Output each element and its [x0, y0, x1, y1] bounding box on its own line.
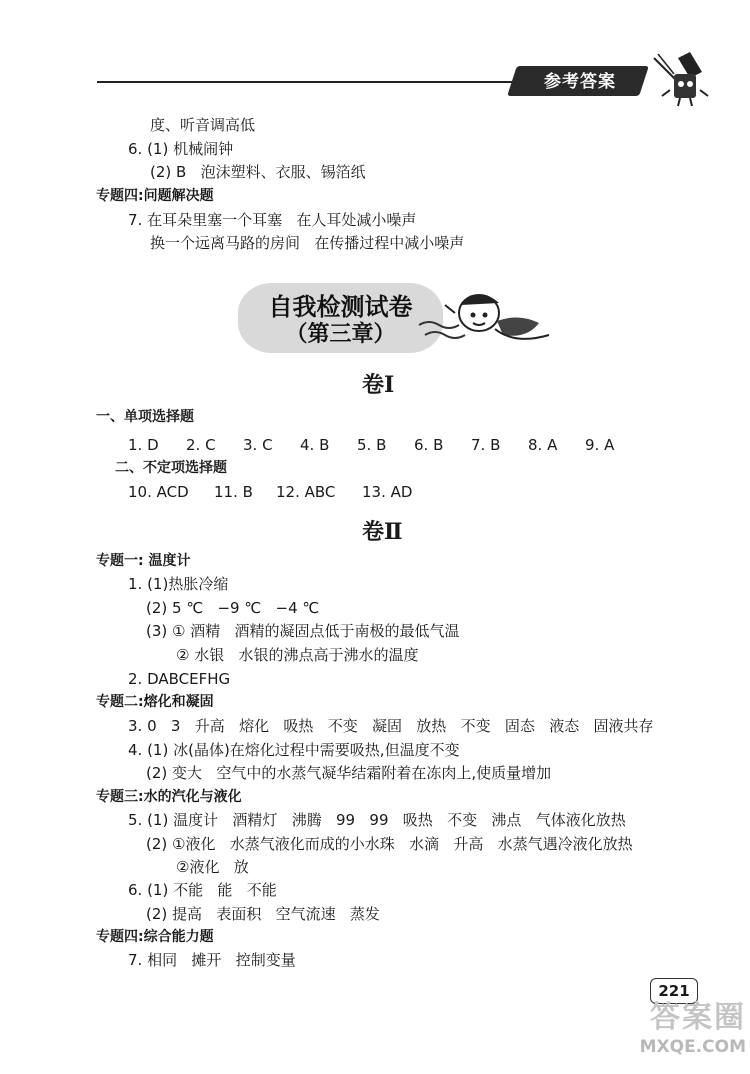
mc-answer: 12. ABC [276, 483, 336, 501]
section-heading: 专题三:水的汽化与液化 [96, 789, 242, 805]
test-title: 自我检测试卷 [268, 293, 413, 321]
mc-answer: 3. C [243, 436, 273, 454]
header-rule [97, 81, 517, 83]
mc-answer: 4. B [300, 436, 330, 454]
answer-line: ②液化 放 [176, 858, 249, 876]
answer-line: 6. (1) 不能 能 不能 [128, 881, 277, 899]
answer-line: (2) B 泡沫塑料、衣服、锡箔纸 [150, 163, 366, 181]
watermark [618, 1000, 746, 1070]
section-heading: 专题二:熔化和凝固 [96, 694, 214, 710]
page-number: 221 [650, 978, 698, 1004]
section-heading: 专题四:综合能力题 [96, 929, 214, 945]
mc-answer: 11. B [214, 483, 253, 501]
test-chapter: （第三章） [285, 322, 396, 347]
answer-line: (2) 提高 表面积 空气流速 蒸发 [146, 905, 380, 923]
watermark-url: MXQE.COM [639, 1037, 746, 1057]
mc-answer: 7. B [471, 436, 501, 454]
swimmer-cartoon-icon [415, 283, 555, 351]
mc-answer: 8. A [528, 436, 558, 454]
test-title-banner [238, 283, 443, 353]
answer-line: 7. 在耳朵里塞一个耳塞 在人耳处减小噪声 [128, 211, 417, 229]
answer-line: ② 水银 水银的沸点高于沸水的温度 [176, 646, 419, 664]
answer-line: 4. (1) 冰(晶体)在熔化过程中需要吸热,但温度不变 [128, 741, 460, 759]
answer-line: (2) 变大 空气中的水蒸气凝华结霜附着在冻肉上,使质量增加 [146, 764, 552, 782]
section-heading: 二、不定项选择题 [115, 460, 227, 476]
mc-answer: 9. A [585, 436, 615, 454]
header-title: 参考答案 [544, 72, 616, 92]
volume-1-title: 卷Ⅰ [362, 372, 395, 398]
answer-line: 7. 相同 摊开 控制变量 [128, 951, 296, 969]
answer-line: (3) ① 酒精 酒精的凝固点低于南极的最低气温 [146, 622, 460, 640]
mc-answer: 6. B [414, 436, 444, 454]
answer-line: 5. (1) 温度计 酒精灯 沸腾 99 99 吸热 不变 沸点 气体液化放热 [128, 811, 626, 829]
answer-line: 3. 0 3 升高 熔化 吸热 不变 凝固 放热 不变 固态 液态 固液共存 [128, 717, 654, 735]
mc-answer: 5. B [357, 436, 387, 454]
answer-line: 2. DABCEFHG [128, 670, 231, 688]
section-heading: 专题一: 温度计 [96, 553, 191, 569]
answer-line: 度、听音调高低 [150, 116, 256, 134]
watermark-logo: 答案圈 [650, 1000, 746, 1035]
answer-line: (2) 5 ℃ −9 ℃ −4 ℃ [146, 599, 320, 617]
answer-line: (2) ①液化 水蒸气液化而成的小水珠 水滴 升高 水蒸气遇冷液化放热 [146, 835, 633, 853]
mc-answer: 13. AD [362, 483, 413, 501]
answer-line: 6. (1) 机械闹钟 [128, 140, 234, 158]
mc-answer: 10. ACD [128, 483, 189, 501]
mc-answer: 1. D [128, 436, 159, 454]
answer-line: 1. (1)热胀冷缩 [128, 575, 229, 593]
section-heading: 专题四:问题解决题 [96, 188, 214, 204]
pencil-mascot-icon [650, 50, 712, 108]
volume-2-title: 卷Ⅱ [362, 519, 403, 545]
answer-line: 换一个远离马路的房间 在传播过程中减小噪声 [150, 234, 465, 252]
mc-answer: 2. C [186, 436, 216, 454]
section-heading: 一、单项选择题 [96, 409, 194, 425]
